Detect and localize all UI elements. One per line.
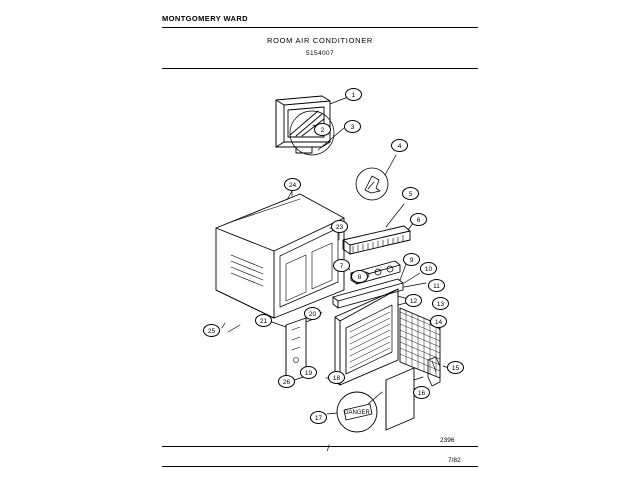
callout-3: 3 <box>344 120 361 133</box>
brand-name: MONTGOMERY WARD <box>162 14 248 23</box>
callout-20: 20 <box>304 307 321 320</box>
callout-11: 11 <box>428 279 445 292</box>
callout-19: 19 <box>300 366 317 379</box>
callout-9: 9 <box>403 253 420 266</box>
callout-12: 12 <box>405 294 422 307</box>
callout-23: 23 <box>331 220 348 233</box>
callout-10: 10 <box>420 262 437 275</box>
model-number: 5154007 <box>305 50 335 57</box>
center-mark: / <box>327 443 330 453</box>
page-title: ROOM AIR CONDITIONER <box>266 36 374 45</box>
callout-15: 15 <box>447 361 464 374</box>
callout-25: 25 <box>203 324 220 337</box>
callout-4: 4 <box>391 139 408 152</box>
callout-26: 26 <box>278 375 295 388</box>
callout-2: 2 <box>314 123 331 136</box>
callout-13: 13 <box>432 297 449 310</box>
callout-18: 18 <box>328 371 345 384</box>
callout-24: 24 <box>284 178 301 191</box>
callout-8: 8 <box>351 270 368 283</box>
footer-date: 7/82 <box>448 457 461 464</box>
callout-16: 16 <box>413 386 430 399</box>
callout-14: 14 <box>430 315 447 328</box>
footer-code: 2396 <box>440 437 455 444</box>
danger-label: DANGER <box>344 410 370 416</box>
callout-7: 7 <box>333 259 350 272</box>
callout-6: 6 <box>410 213 427 226</box>
callout-21: 21 <box>255 314 272 327</box>
callout-17: 17 <box>310 411 327 424</box>
callout-5: 5 <box>402 187 419 200</box>
callout-1: 1 <box>345 88 362 101</box>
